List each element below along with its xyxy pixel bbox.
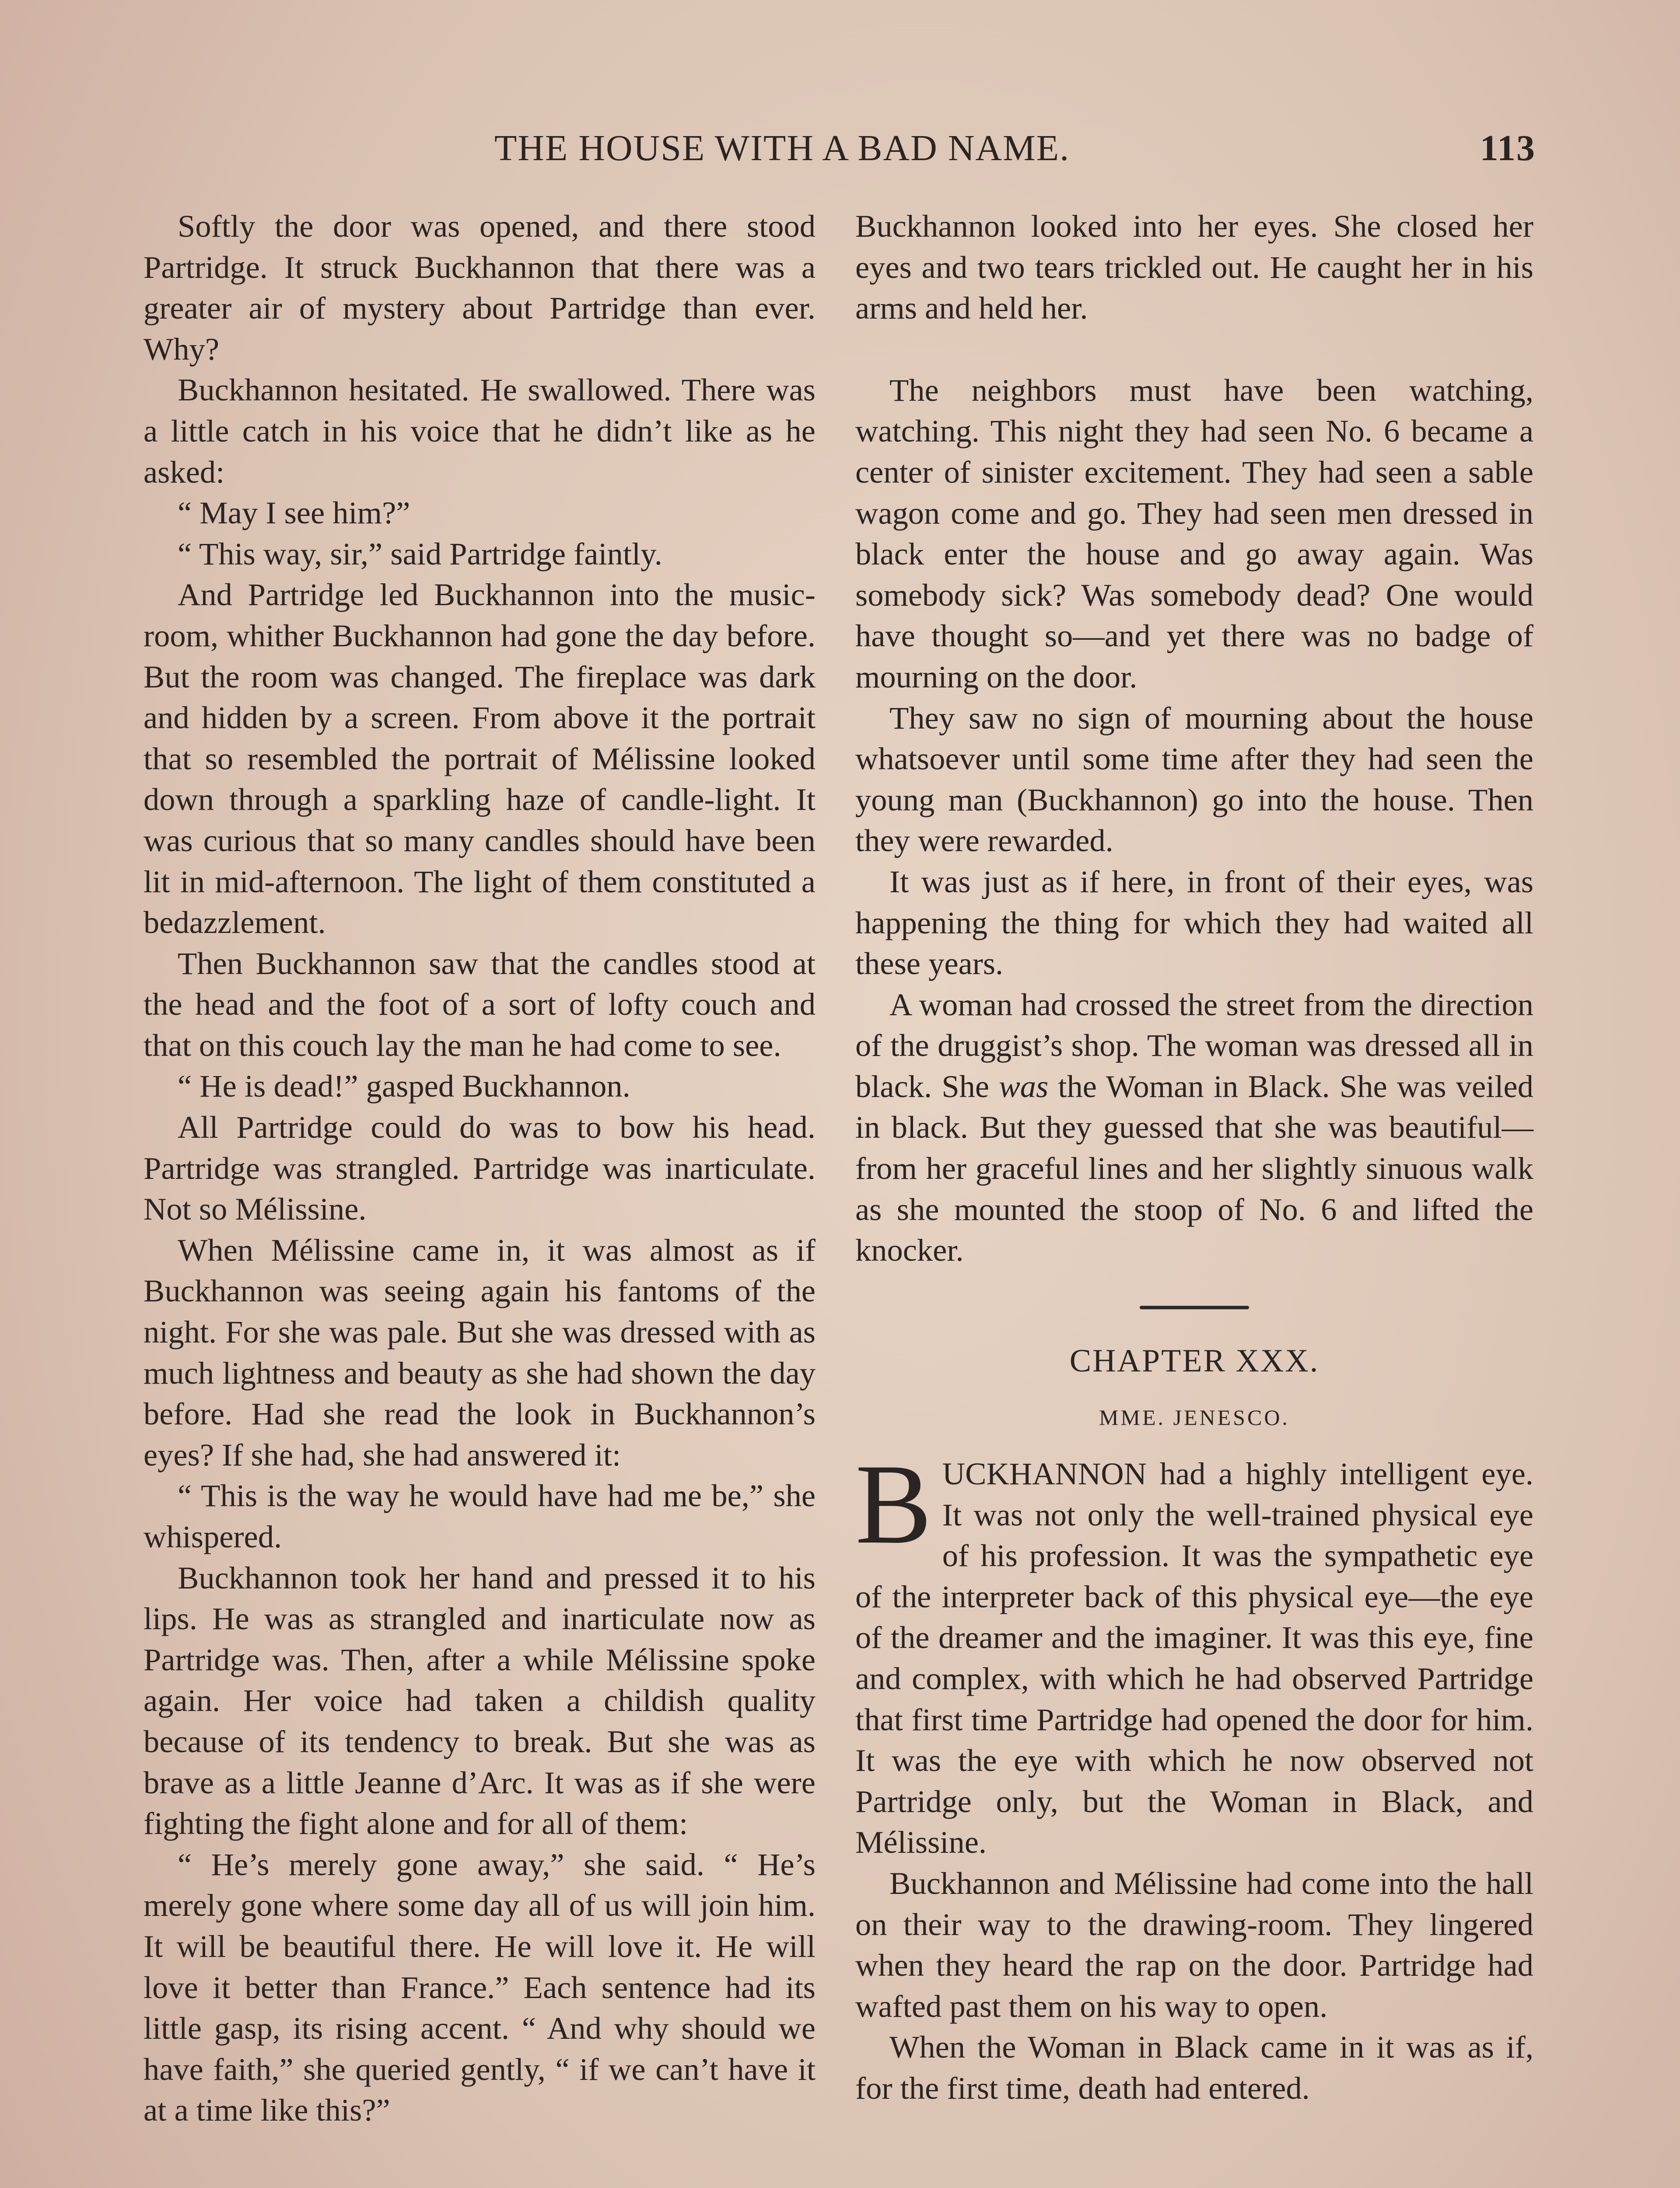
paragraph: Buckhannon looked into her eyes. She closed her eyes and two tears trickled out. He caught her in his arms and held her. [855,208,1533,326]
paragraph: They saw no sign of mourning about the house whatsoever until some time after they had seen the young man (Buckhannon) go into the house. Then they were rewarded. [855,700,1533,859]
paragraph: Buckhannon took her hand and pressed it to his lips. He was as strangled and inarticulate now as Partridge was. Then, after a while Mélissine spoke again. Her voice had taken a childish quality because of its tendency to break. But she was as brave as a little Jeanne d’Arc. It was as if she were fighting the fight alone and for all of them: [144,1560,816,1841]
paragraph: Then Buckhannon saw that the candles stood at the head and the foot of a sort of lofty couch and that on this couch lay the man he had come to see. [144,945,816,1063]
paragraph: “ This is the way he would have had me be,” she whispered. [144,1478,816,1554]
chapter-subtitle: MME. JENESCO. [1099,1405,1290,1430]
paragraph: “ He is dead!” gasped Buckhannon. [178,1068,630,1104]
paragraph: Softly the door was opened, and there stood Partridge. It struck Buckhannon that there was a greater air of mystery about Partridge than ever. Why? [144,208,816,367]
paragraph: When Mélissine came in, it was almost as if Buckhannon was seeing again his fantoms of the night. For she was pale. But she was dressed with as much lightness and beauty as she had shown the day before. Had she read the look in Buckhannon’s eyes? If she had, she had answered it: [144,1232,816,1473]
drop-cap: B [855,1441,932,1568]
paragraph: Buckhannon hesitated. He swallowed. There was a little catch in his voice that he didn’t like as he asked: [144,372,816,490]
paragraph: Buckhannon and Mélissine had come into the hall on their way to the drawing-room. They lingered when they heard the rap on the door. Partridge had wafted past them on his way to open. [855,1865,1533,2024]
paragraph: It was just as if here, in front of their eyes, was happening the thing for which they had waited all these years. [855,863,1533,982]
chapter-heading: CHAPTER XXX. [1069,1343,1320,1379]
page-number: 113 [1480,128,1536,168]
text-run: the Woman in Black. She was veiled in black. But they guessed that she was beautiful—from her graceful lines and her slightly sinuous walk as she mounted the stoop of No. 6 and lifted the knocker. [855,1068,1533,1268]
paragraph: The neighbors must have been watching, watching. This night they had seen No. 6 became a center of sinister excitement. They had seen a sable wagon come and go. They had seen men dressed in black enter the house and go away again. Was somebody sick? Was somebody dead? One would have thought so—and yet there was no badge of mourning on the door. [855,372,1533,694]
emphasis: was [999,1068,1049,1104]
paragraph-woman-in-black [855,984,1533,1271]
paragraph: When the Woman in Black came in it was as if, for the first time, death had entered. [855,2029,1533,2106]
left-column [144,206,816,2131]
chapter-opening-paragraph [855,1441,1533,1863]
running-title: THE HOUSE WITH A BAD NAME. [494,128,1070,168]
text-run: UCKHANNON had a highly intelligent eye. It was not only the well-trained physical eye of his profession. It was the sympathetic eye of the interpreter back of this physical eye—the eye of the dreamer and the imaginer. It was this eye, fine and complex, with which he had observed Partridge that first time Partridge had opened the door for him. It was the eye with which he now observed not Partridge only, but the Woman in Black, and Mélissine. [855,1456,1533,1860]
paragraph: “ He’s merely gone away,” she said. “ He’s merely gone where some day all of us will join him. It will be beautiful there. He will love it. He will love it better than France.” Each sentence had its little gasp, its rising accent. “ And why should we have faith,” she queried gently, “ if we can’t have it at a time like this?” [144,1846,816,2128]
running-header [144,127,1536,171]
chapter-divider-rule [1140,1306,1249,1309]
paragraph: “ This way, sir,” said Partridge faintly. [178,536,662,572]
paragraph: “ May I see him?” [178,495,410,531]
text-run: A woman had crossed the street from the direction of the druggist’s shop. The woman was dressed all in black. She [855,986,1533,1104]
right-column [855,206,1533,2109]
paragraph: And Partridge led Buckhannon into the music-room, whither Buckhannon had gone the day before. But the room was changed. The fireplace was dark and hidden by a screen. From above it the portrait that so resembled the portrait of Mélissine looked down through a sparkling haze of candle-light. It was curious that so many candles should have been lit in mid-afternoon. The light of them constituted a bedazzlement. [144,577,816,940]
paragraph: All Partridge could do was to bow his head. Partridge was strangled. Partridge was inarticulate. Not so Mélissine. [144,1109,816,1227]
section-break [855,329,1533,370]
